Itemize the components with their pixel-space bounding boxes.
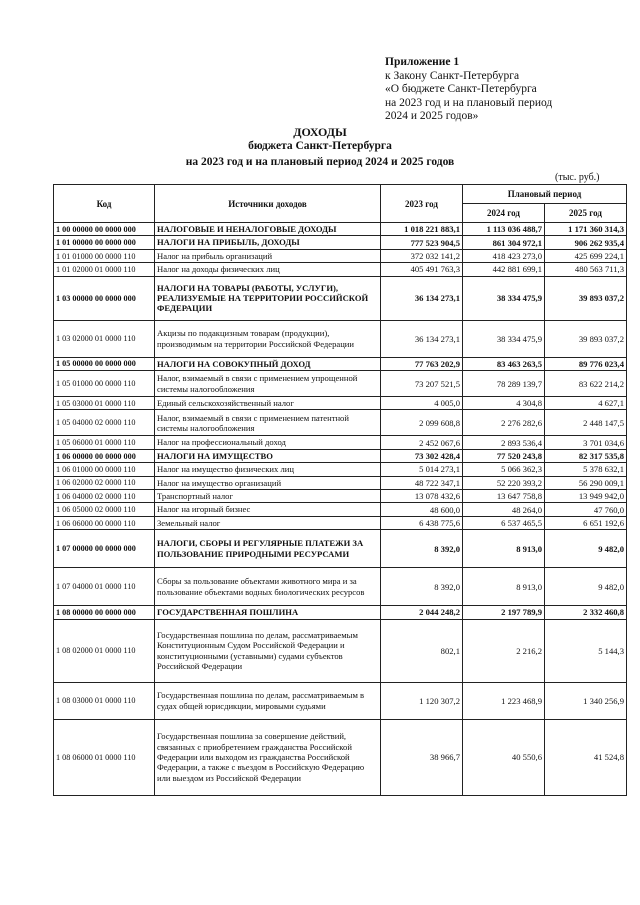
row-value-2023: 802,1 — [381, 619, 463, 682]
row-value-2024: 418 423 273,0 — [463, 249, 545, 262]
row-code: 1 07 04000 01 0000 110 — [54, 568, 155, 606]
table-row — [54, 476, 627, 489]
row-code: 1 06 04000 02 0000 110 — [54, 490, 155, 503]
row-value-2023: 2 044 248,2 — [381, 606, 463, 619]
row-source: Налог на профессиональный доход — [155, 436, 381, 449]
table-row — [54, 606, 627, 619]
row-code: 1 05 06000 01 0000 110 — [54, 436, 155, 449]
row-value-2023: 73 302 428,4 — [381, 449, 463, 462]
row-code: 1 06 00000 00 0000 000 — [54, 449, 155, 462]
row-value-2025: 47 760,0 — [545, 503, 627, 516]
row-source: Налог на имущество физических лиц — [155, 463, 381, 476]
row-value-2025: 3 701 034,6 — [545, 436, 627, 449]
row-value-2023: 13 078 432,6 — [381, 490, 463, 503]
row-code: 1 03 00000 00 0000 000 — [54, 276, 155, 320]
table-row — [54, 249, 627, 262]
row-value-2024: 2 893 536,4 — [463, 436, 545, 449]
row-value-2025: 9 482,0 — [545, 530, 627, 568]
row-source: Налог на игорный бизнес — [155, 503, 381, 516]
row-value-2024: 2 216,2 — [463, 619, 545, 682]
row-value-2025: 39 893 037,2 — [545, 320, 627, 357]
row-value-2024: 8 913,0 — [463, 568, 545, 606]
appendix-header: Приложение 1 — [385, 56, 460, 68]
row-value-2025: 1 340 256,9 — [545, 682, 627, 719]
units-label: (тыс. руб.) — [555, 172, 600, 183]
column-header-2023: 2023 год — [381, 185, 463, 223]
row-source: НАЛОГИ НА СОВОКУПНЫЙ ДОХОД — [155, 357, 381, 370]
row-source: Государственная пошлина за совершение действий, связанных с приобретением гражданства Российской Федерации или выходом из гражданства Российской Федерации, а также с въездом в Российскую Федерацию или выездом из Российской Федерации — [155, 719, 381, 795]
row-value-2023: 1 120 307,2 — [381, 682, 463, 719]
table-row — [54, 436, 627, 449]
table-row — [54, 490, 627, 503]
row-value-2023: 372 032 141,2 — [381, 249, 463, 262]
row-source: Налог, взимаемый в связи с применением упрощенной системы налогообложения — [155, 371, 381, 397]
row-value-2025: 41 524,8 — [545, 719, 627, 795]
row-value-2023: 48 600,0 — [381, 503, 463, 516]
table-row — [54, 682, 627, 719]
row-source: Налог на прибыль организаций — [155, 249, 381, 262]
row-code: 1 03 02000 01 0000 110 — [54, 320, 155, 357]
row-value-2025: 425 699 224,1 — [545, 249, 627, 262]
row-value-2023: 5 014 273,1 — [381, 463, 463, 476]
row-value-2024: 2 197 789,9 — [463, 606, 545, 619]
appendix-line: 2024 и 2025 годов» — [385, 110, 479, 122]
row-source: Государственная пошлина по делам, рассматриваемым Конституционным Судом Российской Федерации и конституционными (уставными) судами субъектов Российской Федерации — [155, 619, 381, 682]
row-value-2023: 405 491 763,3 — [381, 263, 463, 276]
appendix-line: на 2023 год и на плановый период — [385, 96, 553, 109]
table-row — [54, 516, 627, 529]
row-source: Транспортный налог — [155, 490, 381, 503]
table-row — [54, 276, 627, 320]
row-code: 1 05 03000 01 0000 110 — [54, 397, 155, 410]
row-source: НАЛОГИ НА ТОВАРЫ (РАБОТЫ, УСЛУГИ), РЕАЛИЗУЕМЫЕ НА ТЕРРИТОРИИ РОССИЙСКОЙ ФЕДЕРАЦИИ — [155, 276, 381, 320]
row-code: 1 06 06000 00 0000 110 — [54, 516, 155, 529]
row-value-2024: 40 550,6 — [463, 719, 545, 795]
row-value-2023: 2 452 067,6 — [381, 436, 463, 449]
row-value-2025: 82 317 535,8 — [545, 449, 627, 462]
row-code: 1 06 05000 02 0000 110 — [54, 503, 155, 516]
row-value-2024: 4 304,8 — [463, 397, 545, 410]
table-row — [54, 320, 627, 357]
row-value-2024: 77 520 243,8 — [463, 449, 545, 462]
row-value-2023: 777 523 904,5 — [381, 236, 463, 249]
row-value-2023: 38 966,7 — [381, 719, 463, 795]
row-value-2025: 56 290 009,1 — [545, 476, 627, 489]
row-value-2023: 36 134 273,1 — [381, 276, 463, 320]
row-source: Земельный налог — [155, 516, 381, 529]
row-source: Государственная пошлина по делам, рассматриваемым в судах общей юрисдикции, мировыми судьями — [155, 682, 381, 719]
document-subtitle: бюджета Санкт-Петербурга — [248, 140, 392, 152]
table-body — [54, 223, 627, 796]
row-value-2023: 48 722 347,1 — [381, 476, 463, 489]
row-value-2025: 5 144,3 — [545, 619, 627, 682]
row-value-2024: 83 463 263,5 — [463, 357, 545, 370]
row-code: 1 06 01000 00 0000 110 — [54, 463, 155, 476]
row-value-2025: 89 776 023,4 — [545, 357, 627, 370]
row-value-2024: 1 113 036 488,7 — [463, 223, 545, 236]
row-value-2025: 1 171 360 314,3 — [545, 223, 627, 236]
row-source: Налог, взимаемый в связи с применением патентной системы налогообложения — [155, 410, 381, 436]
table-row — [54, 263, 627, 276]
row-code: 1 01 01000 00 0000 110 — [54, 249, 155, 262]
table-row — [54, 410, 627, 436]
row-value-2025: 906 262 935,4 — [545, 236, 627, 249]
row-value-2023: 8 392,0 — [381, 568, 463, 606]
row-value-2025: 5 378 632,1 — [545, 463, 627, 476]
row-code: 1 08 02000 01 0000 110 — [54, 619, 155, 682]
row-value-2024: 38 334 475,9 — [463, 320, 545, 357]
row-source: ГОСУДАРСТВЕННАЯ ПОШЛИНА — [155, 606, 381, 619]
row-value-2023: 6 438 775,6 — [381, 516, 463, 529]
table-row — [54, 719, 627, 795]
row-source: НАЛОГИ НА ИМУЩЕСТВО — [155, 449, 381, 462]
row-source: НАЛОГОВЫЕ И НЕНАЛОГОВЫЕ ДОХОДЫ — [155, 223, 381, 236]
row-code: 1 05 01000 00 0000 110 — [54, 371, 155, 397]
row-source: Сборы за пользование объектами животного мира и за пользование объектами водных биологических ресурсов — [155, 568, 381, 606]
row-value-2025: 39 893 037,2 — [545, 276, 627, 320]
row-code: 1 06 02000 02 0000 110 — [54, 476, 155, 489]
row-value-2024: 8 913,0 — [463, 530, 545, 568]
document-period: на 2023 год и на плановый период 2024 и 2025 годов — [185, 156, 455, 168]
table-row — [54, 568, 627, 606]
row-code: 1 05 04000 02 0000 110 — [54, 410, 155, 436]
row-value-2025: 2 332 460,8 — [545, 606, 627, 619]
row-value-2024: 52 220 393,2 — [463, 476, 545, 489]
row-value-2024: 1 223 468,9 — [463, 682, 545, 719]
row-value-2024: 5 066 362,3 — [463, 463, 545, 476]
row-value-2025: 83 622 214,2 — [545, 371, 627, 397]
row-value-2024: 6 537 465,5 — [463, 516, 545, 529]
row-code: 1 08 03000 01 0000 110 — [54, 682, 155, 719]
row-source: Налог на доходы физических лиц — [155, 263, 381, 276]
row-value-2023: 4 005,0 — [381, 397, 463, 410]
row-value-2024: 48 264,0 — [463, 503, 545, 516]
column-header-source: Источники доходов — [155, 185, 381, 223]
table-row — [54, 503, 627, 516]
appendix-line: к Закону Санкт-Петербурга — [385, 69, 520, 82]
row-value-2023: 8 392,0 — [381, 530, 463, 568]
row-value-2023: 73 207 521,5 — [381, 371, 463, 397]
row-value-2024: 861 304 972,1 — [463, 236, 545, 249]
document-title: ДОХОДЫ — [293, 125, 347, 139]
appendix-line: «О бюджете Санкт-Петербурга — [385, 83, 537, 95]
table-row — [54, 371, 627, 397]
column-header-planned: Плановый период — [463, 185, 627, 204]
row-code: 1 08 00000 00 0000 000 — [54, 606, 155, 619]
table-row — [54, 223, 627, 236]
row-value-2025: 2 448 147,5 — [545, 410, 627, 436]
column-header-2025: 2025 год — [545, 204, 627, 223]
row-source: Акцизы по подакцизным товарам (продукции), производимым на территории Российской Федерации — [155, 320, 381, 357]
table-row — [54, 530, 627, 568]
appendix-note — [385, 56, 552, 124]
row-source: Единый сельскохозяйственный налог — [155, 397, 381, 410]
row-value-2024: 78 289 139,7 — [463, 371, 545, 397]
row-value-2025: 6 651 192,6 — [545, 516, 627, 529]
row-source: Налог на имущество организаций — [155, 476, 381, 489]
row-value-2023: 1 018 221 883,1 — [381, 223, 463, 236]
revenue-table — [53, 184, 627, 796]
row-value-2025: 480 563 711,3 — [545, 263, 627, 276]
row-code: 1 05 00000 00 0000 000 — [54, 357, 155, 370]
row-code: 1 00 00000 00 0000 000 — [54, 223, 155, 236]
row-value-2024: 13 647 758,8 — [463, 490, 545, 503]
row-value-2024: 2 276 282,6 — [463, 410, 545, 436]
table-row — [54, 463, 627, 476]
column-header-code: Код — [54, 185, 155, 223]
row-value-2023: 36 134 273,1 — [381, 320, 463, 357]
row-source: НАЛОГИ НА ПРИБЫЛЬ, ДОХОДЫ — [155, 236, 381, 249]
table-row — [54, 357, 627, 370]
table-row — [54, 397, 627, 410]
table-row — [54, 449, 627, 462]
column-header-2024: 2024 год — [463, 204, 545, 223]
row-code: 1 01 00000 00 0000 000 — [54, 236, 155, 249]
row-value-2025: 9 482,0 — [545, 568, 627, 606]
row-value-2023: 77 763 202,9 — [381, 357, 463, 370]
row-value-2025: 13 949 942,0 — [545, 490, 627, 503]
row-value-2025: 4 627,1 — [545, 397, 627, 410]
row-value-2023: 2 099 608,8 — [381, 410, 463, 436]
row-value-2024: 38 334 475,9 — [463, 276, 545, 320]
row-code: 1 01 02000 01 0000 110 — [54, 263, 155, 276]
row-code: 1 07 00000 00 0000 000 — [54, 530, 155, 568]
row-code: 1 08 06000 01 0000 110 — [54, 719, 155, 795]
row-source: НАЛОГИ, СБОРЫ И РЕГУЛЯРНЫЕ ПЛАТЕЖИ ЗА ПОЛЬЗОВАНИЕ ПРИРОДНЫМИ РЕСУРСАМИ — [155, 530, 381, 568]
table-row — [54, 236, 627, 249]
table-row — [54, 619, 627, 682]
row-value-2024: 442 881 699,1 — [463, 263, 545, 276]
